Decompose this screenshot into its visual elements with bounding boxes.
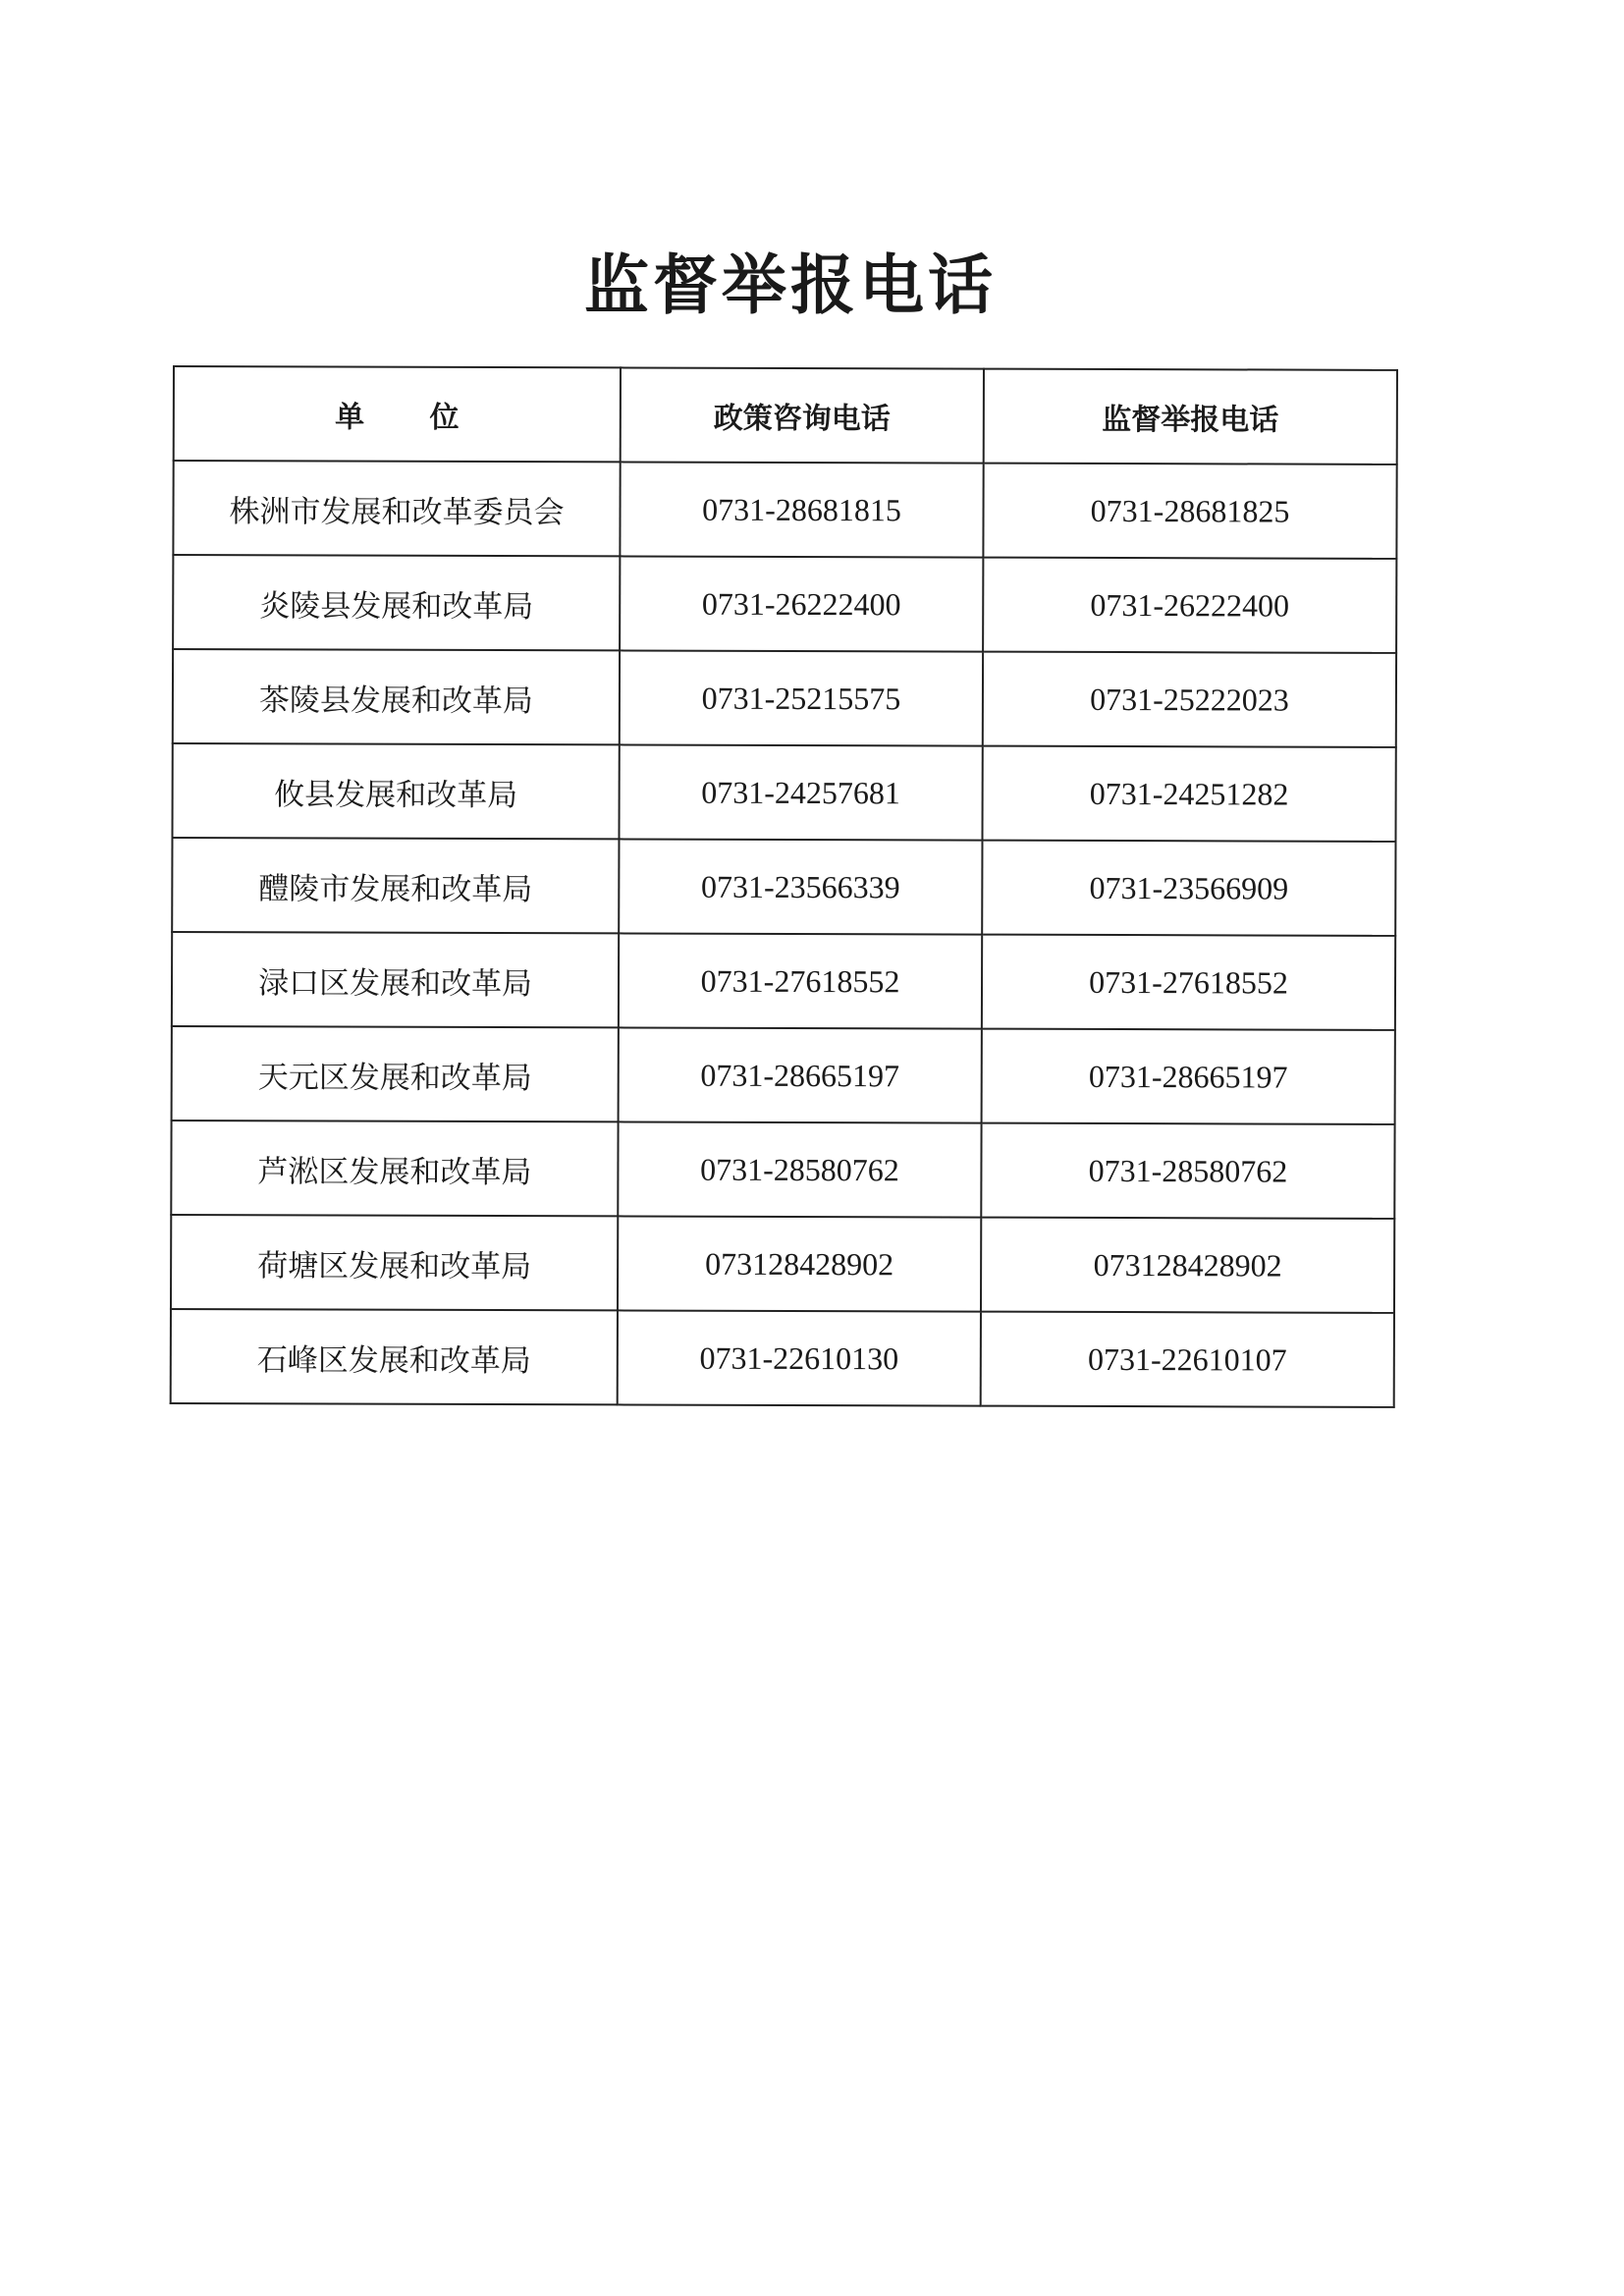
header-policy-phone: 政策咨询电话	[621, 367, 984, 463]
unit-cell: 天元区发展和改革局	[172, 1026, 619, 1121]
table-row	[173, 461, 1396, 559]
policy-phone-cell: 073128428902	[618, 1216, 981, 1311]
policy-phone-cell: 0731-24257681	[619, 744, 982, 840]
table-row	[172, 743, 1395, 842]
report-phone-cell: 0731-23566909	[982, 841, 1395, 936]
unit-cell: 渌口区发展和改革局	[172, 932, 619, 1027]
report-phone-cell: 0731-28681825	[983, 464, 1396, 559]
report-phone-cell: 0731-25222023	[983, 652, 1396, 747]
report-phone-cell: 073128428902	[981, 1218, 1394, 1313]
unit-cell: 芦淞区发展和改革局	[171, 1121, 618, 1216]
unit-cell: 荷塘区发展和改革局	[171, 1215, 618, 1310]
report-phone-cell: 0731-27618552	[982, 935, 1395, 1030]
unit-cell: 攸县发展和改革局	[172, 743, 619, 839]
policy-phone-cell: 0731-28681815	[620, 462, 983, 557]
header-unit: 单 位	[174, 366, 621, 462]
policy-phone-cell: 0731-28665197	[619, 1027, 982, 1122]
report-phone-cell: 0731-24251282	[982, 746, 1395, 842]
policy-phone-cell: 0731-27618552	[619, 933, 982, 1028]
report-phone-cell: 0731-26222400	[983, 558, 1396, 653]
table-row	[173, 649, 1396, 747]
table-row	[171, 1121, 1394, 1219]
report-phone-cell: 0731-28665197	[982, 1029, 1395, 1124]
table-row	[172, 932, 1395, 1030]
table-row	[172, 838, 1395, 936]
unit-cell: 石峰区发展和改革局	[171, 1309, 618, 1404]
table-row	[172, 1026, 1395, 1124]
unit-cell: 茶陵县发展和改革局	[173, 649, 620, 744]
header-report-phone: 监督举报电话	[984, 369, 1397, 465]
unit-cell: 醴陵市发展和改革局	[172, 838, 619, 933]
policy-phone-cell: 0731-22610130	[618, 1310, 981, 1405]
report-phone-cell: 0731-28580762	[981, 1123, 1394, 1219]
table-row	[173, 555, 1396, 653]
report-phone-cell: 0731-22610107	[981, 1312, 1394, 1407]
table-header-row	[174, 366, 1397, 465]
unit-cell: 炎陵县发展和改革局	[173, 555, 620, 650]
page-title: 监督举报电话	[584, 246, 997, 323]
policy-phone-cell: 0731-26222400	[620, 556, 983, 651]
unit-cell: 株洲市发展和改革委员会	[173, 461, 620, 556]
table-row	[171, 1309, 1394, 1407]
contact-table	[170, 365, 1398, 1408]
policy-phone-cell: 0731-28580762	[618, 1121, 981, 1217]
policy-phone-cell: 0731-25215575	[620, 650, 983, 745]
table-row	[171, 1215, 1394, 1313]
policy-phone-cell: 0731-23566339	[619, 839, 982, 934]
